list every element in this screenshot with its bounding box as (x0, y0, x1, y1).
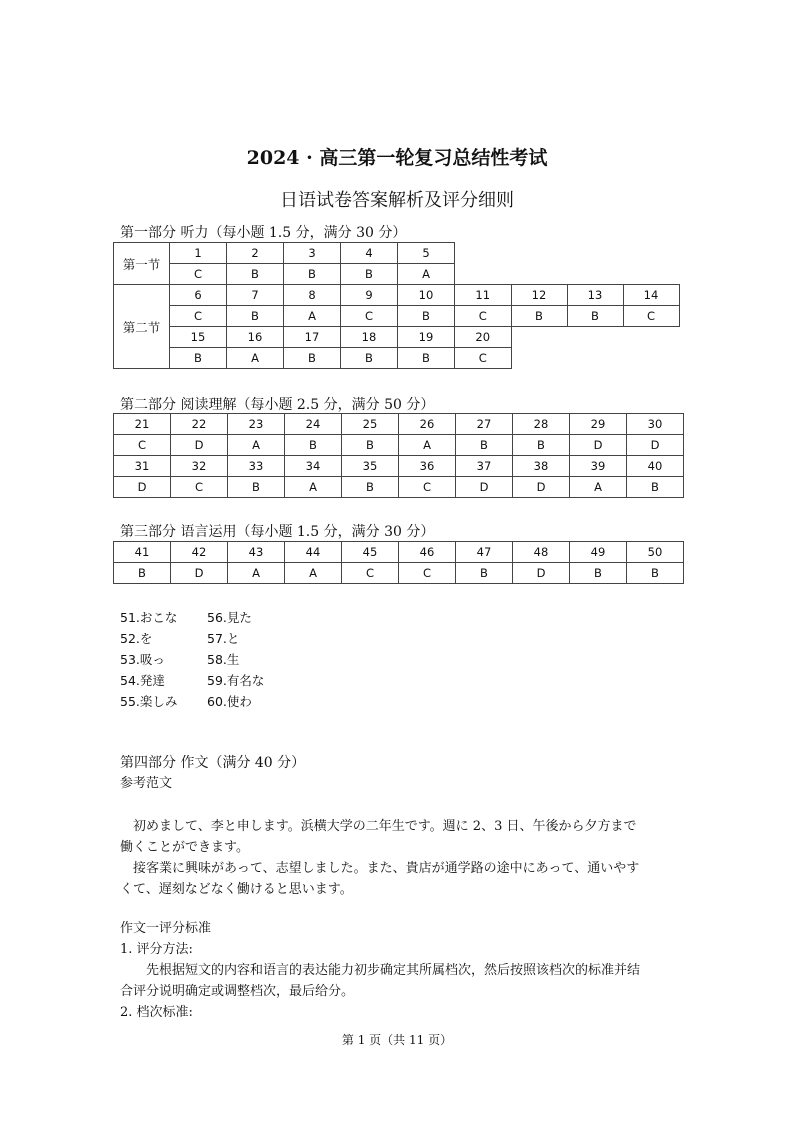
answer-num: 28 (513, 414, 570, 435)
part2-heading: 第二部分 阅读理解（每小题 2.5 分，满分 50 分） (120, 397, 435, 413)
answer-num: 36 (399, 456, 456, 477)
essay-line: 接客業に興味があって、志望しました。また、貴店が通学路の途中にあって、通いやす (133, 861, 640, 876)
answer-num: 5 (398, 243, 455, 264)
answer-num: 1 (170, 243, 227, 264)
answer-key: B (627, 563, 684, 584)
part1-heading: 第一部分 听力（每小题 1.5 分，满分 30 分） (120, 225, 407, 241)
answer-key: C (171, 477, 228, 498)
answer-num: 2 (227, 243, 284, 264)
answer-key: C (399, 563, 456, 584)
essay-line: 働くことができます。 (120, 840, 249, 855)
answer-key: D (513, 477, 570, 498)
answer-num: 22 (171, 414, 228, 435)
answer-num: 38 (513, 456, 570, 477)
essay-line: 初めまして、李と申します。浜横大学の二年生です。週に 2、3 日、午後から夕方まで (133, 819, 637, 834)
answer-num: 37 (456, 456, 513, 477)
answer-key: D (570, 435, 627, 456)
answer-num: 48 (513, 542, 570, 563)
answer-num: 9 (341, 285, 398, 306)
answer-num: 3 (284, 243, 341, 264)
answer-num: 14 (623, 285, 679, 306)
answer-key: B (627, 477, 684, 498)
sample-essay-label: 参考范文 (120, 776, 173, 791)
answer-num: 35 (342, 456, 399, 477)
answer-num: 20 (455, 327, 512, 348)
answer-num: 8 (284, 285, 341, 306)
answer-num: 27 (456, 414, 513, 435)
answer-num: 50 (627, 542, 684, 563)
answer-num: 32 (171, 456, 228, 477)
criteria-title: 作文一评分标准 (120, 921, 212, 936)
essay-line: くて、遅刻などなく働けると思います。 (120, 882, 353, 897)
answer-key: A (284, 306, 341, 327)
answer-num: 23 (228, 414, 285, 435)
section2-label: 第二节 (114, 285, 170, 369)
section1-label: 第一节 (114, 243, 170, 285)
answer-key: A (399, 435, 456, 456)
answer-key: D (456, 477, 513, 498)
fill-answer: 51.おこな (120, 610, 178, 625)
answer-num: 41 (114, 542, 171, 563)
answer-num: 42 (171, 542, 228, 563)
answer-num: 39 (570, 456, 627, 477)
answer-key: B (227, 306, 284, 327)
answer-num: 46 (399, 542, 456, 563)
answer-num: 17 (284, 327, 341, 348)
answer-key: C (623, 306, 679, 327)
sample-essay (120, 816, 690, 900)
answer-key: B (341, 264, 398, 285)
answer-num: 44 (285, 542, 342, 563)
answer-key: B (511, 306, 567, 327)
fill-answer: 54.発達 (120, 673, 165, 688)
answer-key: B (285, 435, 342, 456)
answer-num: 26 (399, 414, 456, 435)
part4-heading: 第四部分 作文（满分 40 分） (120, 755, 306, 771)
answer-key: B (342, 477, 399, 498)
answer-num: 6 (170, 285, 227, 306)
answer-key: B (342, 435, 399, 456)
method-text: 先根据短文的内容和语言的表达能力初步确定其所属档次，然后按照该档次的标准并结 (146, 963, 641, 978)
answer-key: A (285, 563, 342, 584)
answer-key: C (399, 477, 456, 498)
answer-key: B (398, 348, 455, 369)
answer-key: B (570, 563, 627, 584)
answer-key: D (627, 435, 684, 456)
method-title: 1. 评分方法: (120, 942, 193, 957)
fill-answers-left (120, 607, 177, 712)
answer-key: B (170, 348, 227, 369)
answer-key: B (114, 563, 171, 584)
answer-key: C (455, 348, 512, 369)
fill-answer: 52.を (120, 631, 153, 646)
fill-answers-right (207, 607, 264, 712)
fill-answer: 60.使わ (207, 694, 252, 709)
answer-key: A (285, 477, 342, 498)
reading-answer-table (113, 413, 684, 498)
answer-key: C (342, 563, 399, 584)
answer-num: 33 (228, 456, 285, 477)
answer-key: D (513, 563, 570, 584)
answer-key: D (114, 477, 171, 498)
page-footer: 第 1 页（共 11 页） (341, 1033, 453, 1047)
answer-num: 11 (455, 285, 512, 306)
answer-num: 30 (627, 414, 684, 435)
page-title: 2024 · 高三第一轮复习总结性考试 (246, 147, 548, 169)
answer-num: 13 (567, 285, 623, 306)
answer-key: C (114, 435, 171, 456)
answer-key: B (227, 264, 284, 285)
answer-key: B (398, 306, 455, 327)
answer-key: B (513, 435, 570, 456)
language-use-answer-table (113, 541, 684, 584)
fill-answer: 58.生 (207, 652, 240, 667)
answer-key: B (567, 306, 623, 327)
fill-answer: 56.見た (207, 610, 252, 625)
answer-num: 40 (627, 456, 684, 477)
answer-num: 47 (456, 542, 513, 563)
answer-key: B (456, 563, 513, 584)
levels-title: 2. 档次标准: (120, 1005, 193, 1020)
answer-num: 7 (227, 285, 284, 306)
fill-answer: 57.と (207, 631, 240, 646)
answer-num: 21 (114, 414, 171, 435)
answer-num: 18 (341, 327, 398, 348)
answer-num: 34 (285, 456, 342, 477)
answer-key: C (455, 306, 512, 327)
answer-num: 43 (228, 542, 285, 563)
answer-num: 12 (511, 285, 567, 306)
page-subtitle: 日语试卷答案解析及评分细则 (280, 190, 514, 211)
answer-num: 10 (398, 285, 455, 306)
answer-num: 16 (227, 327, 284, 348)
answer-num: 15 (170, 327, 227, 348)
answer-num: 29 (570, 414, 627, 435)
answer-num: 49 (570, 542, 627, 563)
answer-key: C (170, 306, 227, 327)
answer-key: B (284, 264, 341, 285)
answer-key: B (284, 348, 341, 369)
answer-key: D (171, 435, 228, 456)
scoring-criteria (120, 918, 690, 1023)
method-text: 合评分说明确定或调整档次，最后给分。 (120, 984, 355, 999)
fill-answer: 53.吸っ (120, 652, 165, 667)
answer-key: A (398, 264, 455, 285)
answer-key: B (228, 477, 285, 498)
answer-num: 31 (114, 456, 171, 477)
answer-key: C (341, 306, 398, 327)
answer-key: D (171, 563, 228, 584)
answer-num: 4 (341, 243, 398, 264)
answer-num: 24 (285, 414, 342, 435)
fill-answer: 55.楽しみ (120, 694, 178, 709)
answer-key: A (228, 563, 285, 584)
answer-key: A (228, 435, 285, 456)
answer-key: C (170, 264, 227, 285)
answer-key: A (227, 348, 284, 369)
answer-num: 45 (342, 542, 399, 563)
part3-heading: 第三部分 语言运用（每小题 1.5 分，满分 30 分） (120, 524, 435, 540)
answer-key: A (570, 477, 627, 498)
answer-num: 25 (342, 414, 399, 435)
answer-key: B (456, 435, 513, 456)
listening-answer-table (113, 242, 680, 369)
answer-key: B (341, 348, 398, 369)
fill-answer: 59.有名な (207, 673, 265, 688)
answer-num: 19 (398, 327, 455, 348)
